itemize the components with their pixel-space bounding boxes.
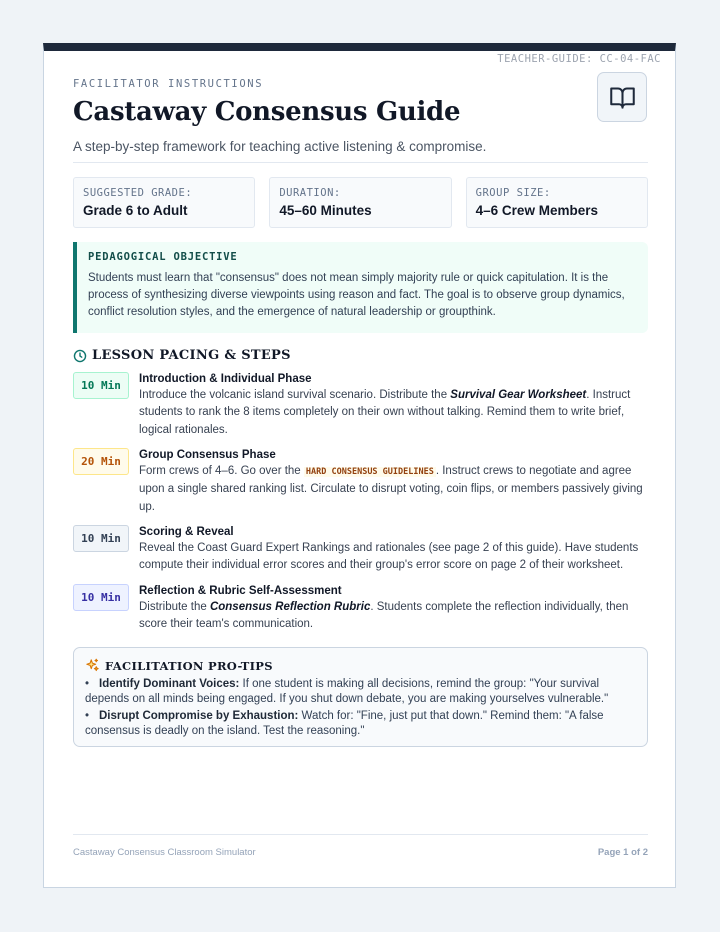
pacing-heading (73, 348, 291, 363)
tip-text: If one student is making all decisions, remind the group: "Your survival depends on all minds being engaged. If you shut down debate, you are making yourselves vulnerable." (85, 678, 609, 705)
step-text-part: . Instruct crews to negotiate and agree upon a single shared ranking list. Circulate to disrupt voting, coin flips, or members passively giving up. (139, 465, 643, 513)
meta-label: GROUP SIZE: (475, 187, 551, 199)
step-item (73, 447, 648, 516)
step-text-part: . Instruct students to rank the 8 items completely on their own without talking. Remind them to write brief, logical rationales. (139, 389, 631, 436)
sparkles-icon (85, 658, 100, 673)
tip-label: Identify Dominant Voices: (99, 678, 240, 690)
step-title: Introduction & Individual Phase (139, 373, 312, 385)
tip-text: Watch for: "Fine, just put that down." Remind them: "A false consensus is deadly on the island. Test the reasoning." (85, 710, 604, 737)
guide-page (43, 43, 676, 888)
tips-heading-label: FACILITATION PRO-TIPS (105, 658, 273, 673)
guidelines-reference: HARD CONSENSUS GUIDELINES (305, 467, 434, 477)
step-title: Reflection & Rubric Self-Assessment (139, 585, 342, 597)
document-code: TEACHER-GUIDE: CC-04-FAC (497, 53, 661, 65)
tips-list (85, 677, 636, 738)
duration-badge: 20 Min (73, 448, 129, 475)
step-item (73, 371, 648, 439)
step-text (139, 599, 648, 634)
step-body (139, 447, 648, 516)
header-divider (73, 162, 648, 163)
step-text-part: Form crews of 4–6. Go over the (139, 465, 304, 477)
step-text-part: Distribute the (139, 601, 210, 613)
facilitation-tips (73, 647, 648, 747)
step-text-part: Introduce the volcanic island survival scenario. Distribute the (139, 389, 451, 401)
tips-heading (85, 658, 636, 673)
duration-badge: 10 Min (73, 584, 129, 611)
step-body (139, 583, 648, 634)
tip-label: Disrupt Compromise by Exhaustion: (99, 710, 299, 722)
page-subtitle: A step-by-step framework for teaching active listening & compromise. (73, 139, 487, 154)
eyebrow-label: FACILITATOR INSTRUCTIONS (73, 78, 264, 90)
meta-value: Grade 6 to Adult (83, 203, 188, 218)
meta-group-size (466, 177, 648, 228)
book-open-button[interactable] (597, 72, 647, 122)
meta-label: SUGGESTED GRADE: (83, 187, 193, 199)
rubric-reference: Consensus Reflection Rubric (209, 601, 371, 613)
step-body (139, 371, 648, 439)
list-item (85, 677, 636, 706)
meta-value: 45–60 Minutes (279, 203, 372, 218)
lesson-meta (73, 177, 648, 228)
objective-text: Students must learn that "consensus" does not mean simply majority rule or quick capitulation. It is the process of synthesizing diverse viewpoints using reason and fact. The goal is to observe group dynamics, conflict resolution styles, and the emergence of natural leadership or groupthink. (88, 272, 625, 318)
step-text: Reveal the Coast Guard Expert Rankings and rationales (see page 2 of this guide). Have students compute their individual error scores and their group's error score on page 2 of their worksheet. (139, 542, 639, 572)
clock-icon (73, 349, 87, 363)
pedagogical-objective (73, 242, 648, 333)
objective-label: PEDAGOGICAL OBJECTIVE (88, 251, 238, 263)
worksheet-reference: Survival Gear Worksheet (450, 389, 587, 401)
list-item (85, 709, 636, 738)
step-body (139, 524, 648, 575)
page-number: Page 1 of 2 (597, 847, 648, 858)
duration-badge: 10 Min (73, 525, 129, 552)
step-text-part: . Students complete the reflection individually, then score their team's communication. (139, 601, 629, 631)
step-item (73, 524, 648, 575)
step-item (73, 583, 648, 634)
step-title: Group Consensus Phase (139, 449, 276, 461)
meta-label: DURATION: (279, 187, 341, 199)
step-text (139, 463, 648, 516)
meta-duration (269, 177, 451, 228)
duration-badge: 10 Min (73, 372, 129, 399)
page-title: Castaway Consensus Guide (73, 97, 461, 127)
footer-title: Castaway Consensus Classroom Simulator (73, 847, 256, 858)
footer-divider (73, 834, 648, 835)
pacing-heading-label: LESSON PACING & STEPS (92, 348, 291, 363)
book-open-icon (609, 84, 636, 111)
meta-value: 4–6 Crew Members (475, 203, 598, 218)
step-title: Scoring & Reveal (139, 526, 234, 538)
step-text (139, 387, 648, 439)
meta-grade (73, 177, 255, 228)
